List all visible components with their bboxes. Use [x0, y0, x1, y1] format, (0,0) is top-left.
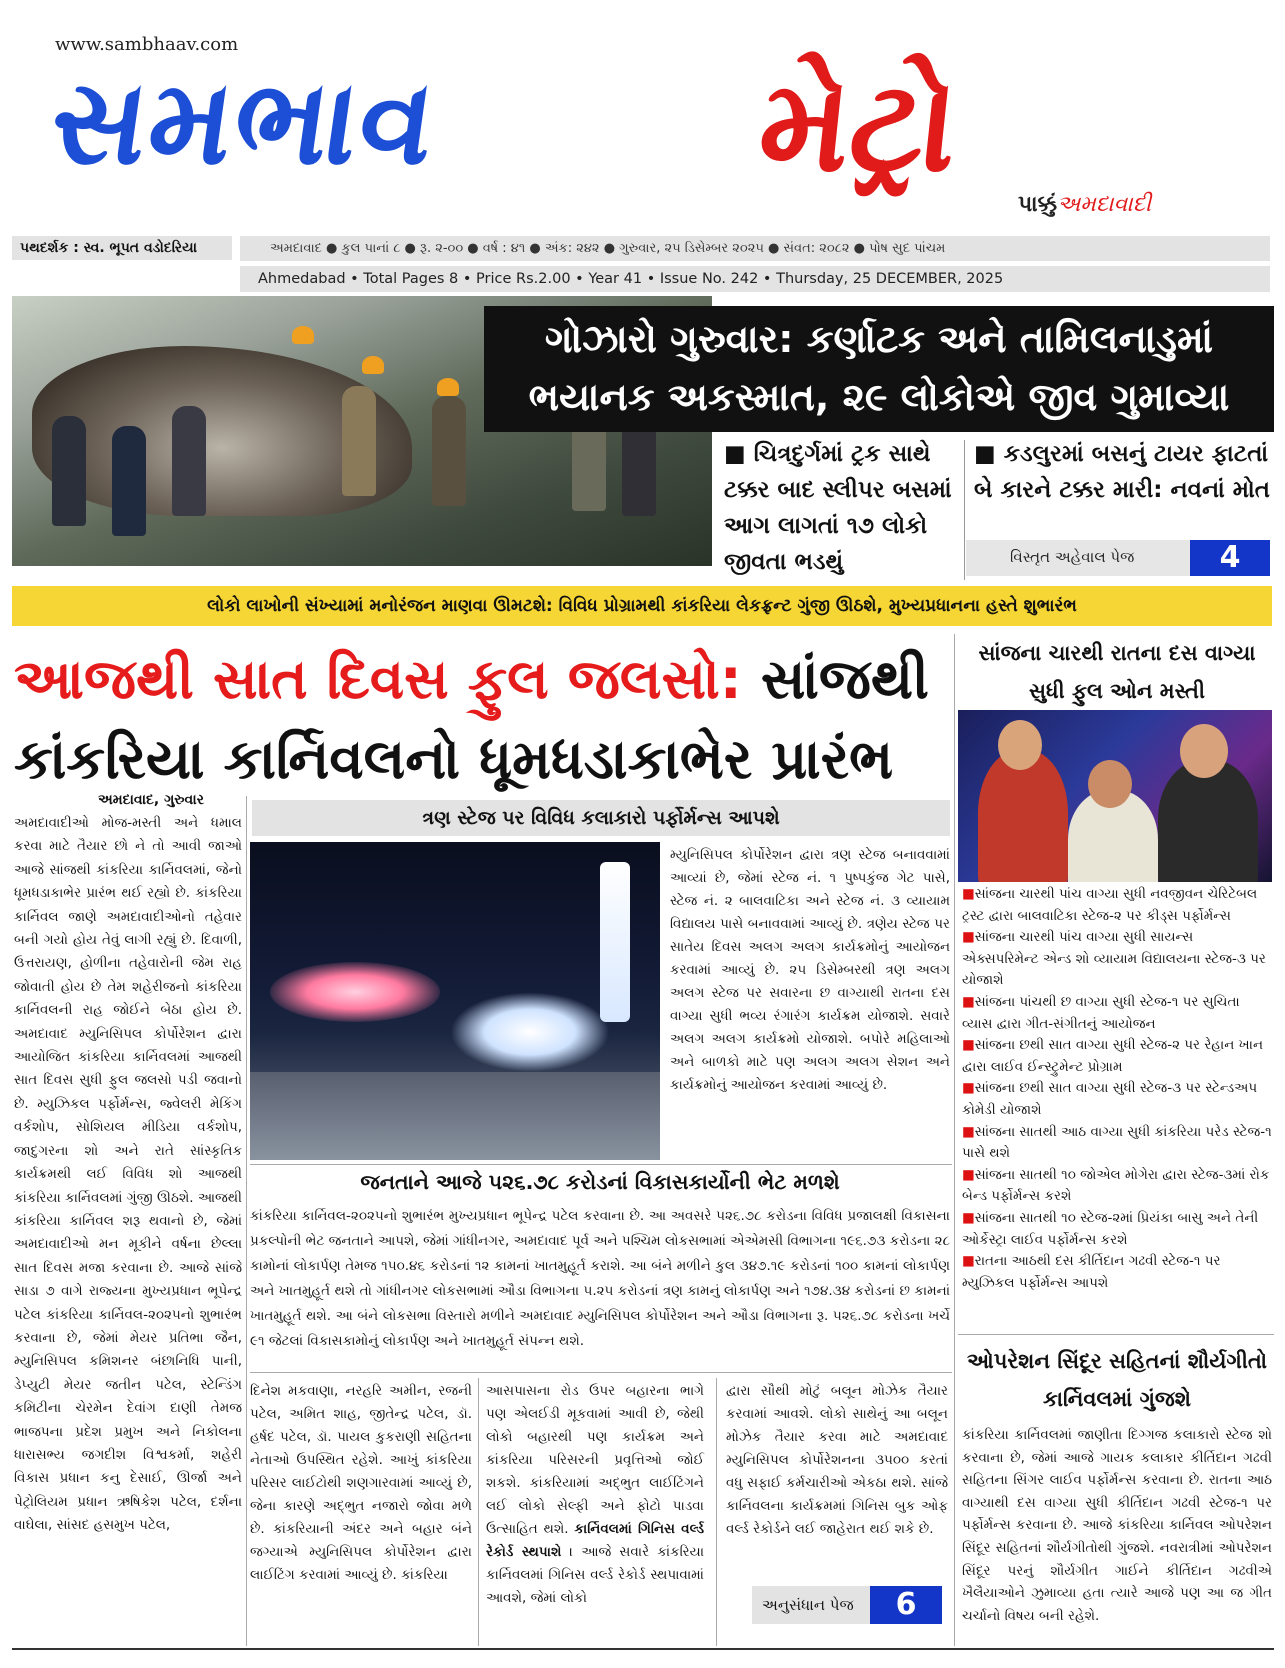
logo-title-left: સમભાવ — [42, 53, 446, 191]
continuation-page-number: 6 — [870, 1586, 942, 1624]
english-dateline: Ahmedabad • Total Pages 8 • Price Rs.2.00 • Year 41 • Issue No. 242 • Thursday, 25 DECEMBER, 2025 — [240, 266, 1270, 292]
tagline-prefix: પાક્કું — [1018, 192, 1058, 217]
schedule-item: ■ સાંજના ચારથી પાંચ વાગ્યા સુધી નવજીવન ચેરિટેબલ ટ્રસ્ટ દ્વારા બાલવાટિકા સ્ટેજ-૨ પર કીડ્સ પર્ફોર્મન્સ — [962, 884, 1274, 927]
lead-headline — [484, 306, 1274, 432]
lead-subhead-2: ■ કડલુરમાં બસનું ટાયર ફાટતાં બે કારને ટક્કર મારી: નવનાં મોત — [974, 441, 1270, 503]
story-dateline: અમદાવાદ, ગુરુવાર — [98, 792, 204, 808]
reference-text: વિસ્તૃત અહેવાલ પેજ — [1010, 548, 1135, 566]
schedule-item: ■ સાંજના ચારથી પાંચ વાગ્યા સુધી સાયન્સ એક્સપરિમેન્ટ એન્ડ શો વ્યાયામ વિદ્યાલયના સ્ટેજ-૩ પર યોજાશે — [962, 927, 1274, 992]
main-headline-line1 — [14, 640, 954, 718]
continuation-text: અનુસંધાન પેજ — [762, 1596, 854, 1614]
strap-line: લોકો લાખોની સંખ્યામાં મનોરંજન માણવા ઊમટશે: વિવિધ પ્રોગ્રામથી કાંકરિયા લેકફ્રન્ટ ગુંજી ઊઠશે, મુખ્યપ્રધાનના હસ્તે શુભારંભ — [12, 586, 1272, 626]
main-headline-line2: કાંકરિયા કાર્નિવલનો ધૂમધડાકાભેર પ્રારંભ — [14, 727, 894, 791]
schedule-headline: સાંજના ચારથી રાતના દસ વાગ્યા સુધી ફુલ ઓન મસ્તી — [978, 641, 1256, 703]
stage-section-headline: ત્રણ સ્ટેજ પર વિવિધ કલાકારો પર્ફોર્મન્સ આપશે — [252, 800, 950, 836]
carnival-night-photo — [250, 842, 660, 1160]
operation-sindoor-body: કાંકરિયા કાર્નિવલમાં જાણીતા દિગ્ગજ કલાકારો સ્ટેજ શો કરવાના છે, જેમાં આજે ગાયક કલાકાર કીર્તિદાન ગઢવી સહિતના સિંગર લાઈવ પર્ફોર્મન્સ કરવાના છે. રાતના આઠ વાગ્યાથી દસ વાગ્યા સુધી કીર્તિદાન ગઢવી સ્ટેજ-૧ પર પર્ફોર્મન્સ કરવાના છે. આજે કાંકરિયા કાર્નિવલ ઓપરેશન સિંદૂર સહિતનાં શૌર્યગીતોથી ગુંજશે. નવરાત્રીમાં ઓપરેશન સિંદૂર પરનું શૌર્યગીત ગાઈને કીર્તિદાન ગઢવીએ ખૈલૈયાઓને ઝુમાવ્યા હતા ત્યારે આજે પણ આ જ ગીત ચર્ચાનો વિષય બની રહેશે. — [962, 1427, 1272, 1624]
schedule-item: ■ સાંજના સાતથી આઠ વાગ્યા સુધી કાંકરિયા પરેડ સ્ટેજ-૧ પાસે થશે — [962, 1122, 1274, 1165]
operation-sindoor-headline: ઓપરેશન સિંદૂર સહિતનાં શૌર્યગીતો કાર્નિવલમાં ગુંજશે — [966, 1349, 1267, 1411]
story-column-2 — [486, 1380, 704, 1610]
story-column-2-tail: । આજે સવારે કાંકરિયા કાર્નિવલમાં ગિનિસ વર્લ્ડ રેકોર્ડ સ્થપાવામાં આવશે, જેમાં લોકો — [486, 1544, 704, 1606]
lead-headline-line1: ગોઝારો ગુરુવાર: કર્ણાટક અને તામિલનાડુમાં — [544, 317, 1214, 361]
singers-photo — [958, 710, 1272, 882]
stage-section-body: મ્યુનિસિપલ કોર્પોરેશન દ્વારા ત્રણ સ્ટેજ બનાવવામાં આવ્યાં છે, જેમાં સ્ટેજ નં. ૧ પુષ્પકુંજ ગેટ પાસે, સ્ટેજ નં. ૨ બાલવાટિકા અને સ્ટેજ નં. ૩ વ્યાયામ વિદ્યાલય પાસે બનાવવામાં આવ્યું છે. ત્રણેય સ્ટેજ પર સાતેય દિવસ અલગ અલગ કાર્યક્રમોનું આયોજન કરવામાં આવ્યું છે. ૨૫ ડિસેમ્બરથી ત્રણ અલગ અલગ સ્ટેજ પર સવારના છ વાગ્યાથી રાતના દસ વાગ્યા સુધી ભવ્ય રંગારંગ કાર્યક્રમ યોજાશે. સવારે અલગ અલગ કાર્યક્રમો યોજાશે. બપોરે મહિલાઓ અને બાળકો માટે પણ અલગ અલગ સેશન અને કાર્યક્રમોનું આયોજન કરવામાં આવ્યું છે. — [670, 847, 950, 1093]
lead-headline-line2: ભયાનક અકસ્માત, ૨૯ લોકોએ જીવ ગુમાવ્યા — [528, 375, 1230, 419]
development-body: કાંકરિયા કાર્નિવલ-૨૦૨૫નો શુભારંભ મુખ્યપ્રધાન ભૂપેન્દ્ર પટેલ કરવાના છે. આ અવસરે ૫૨૬.૭૮ કરોડના વિવિધ પ્રજાલક્ષી વિકાસના પ્રકલ્પોની ભેટ જનતાને આપશે, જેમાં ગાંધીનગર, અમદાવાદ પૂર્વ અને પશ્ચિમ લોકસભામાં એએમસી વિભાગના ૧૯૬.૭૩ કરોડના ૨૮ કામોનાં લોકાર્પણ તેમજ ૧૫૦.૪૬ કરોડનાં ૧૨ કામનાં ખાતમુહૂર્ત કરાશે. આ બંને મળીને કુલ ૩૪૭.૧૯ કરોડનાં ૧૦૦ કામનાં લોકાર્પણ અને ખાતમુહૂર્ત થશે તો ગાંધીનગર લોકસભામાં ઔડા વિભાગના ૫.૨૫ કરોડનાં ત્રણ કામનું લોકાર્પણ અને ૧૭૪.૩૪ કરોડનાં છ કામનાં ખાતમુહૂર્ત થશે. આ બંને લોકસભા વિસ્તારો મળીને અમદાવાદ મ્યુનિસિપલ કોર્પોરેશન અને ઔડા વિભાગના રૂ. ૫૨૬.૭૮ કરોડના ખર્ચે ૯૧ જેટલાં વિકાસકામોનું લોકાર્પણ અને ખાતમુહૂર્ત સંપન્ન થશે. — [250, 1208, 950, 1349]
tagline-suffix: અમદાવાદી — [1057, 192, 1152, 217]
logo-tagline — [1018, 192, 1151, 217]
main-headline-red: આજથી સાત દિવસ ફુલ જલસો: — [14, 647, 742, 711]
logo-title-right: મેટ્રો — [752, 52, 965, 201]
schedule-item: ■ સાંજના પાંચથી છ વાગ્યા સુધી સ્ટેજ-૧ પર સુચિતા વ્યાસ દ્વારા ગીત-સંગીતનું આયોજન — [962, 992, 1274, 1035]
development-headline: જનતાને આજે ૫૨૬.૭૮ કરોડનાં વિકાસકાર્યોની ભેટ મળશે — [360, 1170, 840, 1194]
main-headline-black: સાંજથી — [741, 647, 929, 711]
schedule-item: ■ સાંજના સાતથી ૧૦ જોએલ મોગેરા દ્વારા સ્ટેજ-૩માં રોક બેન્ડ પર્ફોર્મન્સ કરશે — [962, 1165, 1274, 1208]
story-column-1: દિનેશ મકવાણા, નરહરિ અમીન, રજની પટેલ, અમિત શાહ, જીતેન્દ્ર પટેલ, ડૉ. હર્ષદ પટેલ, ડૉ. પાયલ કુકરાણી સહિતના નેતાઓ ઉપસ્થિત રહેશે. આખું કાંકરિયા પરિસર લાઈટોથી શણગારવામાં આવ્યું છે, જેના કારણે અદ્ભુત નજારો જોવા મળે છે. કાંકરિયાની અંદર અને બહાર બંને જગ્યાએ મ્યુનિસિપલ કોર્પોરેશન દ્વારા લાઈટિંગ કરવામાં આવ્યું છે. કાંકરિયા — [250, 1383, 472, 1583]
lead-subhead-1: ■ ચિત્રદુર્ગમાં ટ્રક સાથે ટક્કર બાદ સ્લીપર બસમાં આગ લાગતાં ૧૭ લોકો જીવતા ભડથું — [724, 441, 952, 575]
founder-line: પથદર્શક : સ્વ. ભૂપત વડોદરિયા — [12, 236, 232, 260]
website-url: www.sambhaav.com — [55, 34, 239, 55]
story-column-3: દ્વારા સૌથી મોટું બલૂન મોઝેક તૈયાર કરવામાં આવશે. લોકો સાથેનું આ બલૂન મોઝેક તૈયાર કરવા માટે અમદાવાદ મ્યુનિસિપલ કોર્પોરેશનના ૩૫૦૦ કરતાં વધુ સફાઈ કર્મચારીઓ એકઠા થશે. સાંજે કાર્નિવલના કાર્યક્રમમાં ગિનિસ બુક ઓફ વર્લ્ડ રેકોર્ડને લઈ જાહેરાત થઈ શકે છે. — [726, 1383, 948, 1537]
main-story-body: અમદાવાદીઓ મોજ-મસ્તી અને ધમાલ કરવા માટે તૈયાર છો ને તો આવી જાઓ આજે સાંજથી કાંકરિયા કાર્નિવલમાં, જેનો ધૂમધડાકાભેર પ્રારંભ થઈ રહ્યો છે. કાંકરિયા કાર્નિવલ જાણે અમદાવાદીઓનો તહેવાર બની ગયો હોય તેવું લાગી રહ્યું છે. દિવાળી, ઉત્તરાયણ, હોળીના તહેવારોની જેમ રાહ જોવાતી હોય છે તેમ શહેરીજનો કાંકરિયા કાર્નિવલની રાહ જોઈને બેઠા હોય છે. અમદાવાદ મ્યુનિસિપલ કોર્પોરેશન દ્વારા આયોજિત કાંકરિયા કાર્નિવલમાં આજથી સાત દિવસ સુધી ફુલ જલસો પડી જવાનો છે. મ્યુઝિકલ પર્ફોર્મન્સ, જ્વેલરી મેકિંગ વર્કશોપ, સોશિયલ મીડિયા વર્કશોપ, જાદુગરના શો અને રાતે સાંસ્કૃતિક કાર્યક્રમથી લઈ વિવિધ શો આજથી કાંકરિયા કાર્નિવલમાં ગુંજી ઊઠશે. આજથી કાંકરિયા કાર્નિવલ શરૂ થવાનો છે, જેમાં અમદાવાદીઓ મન મૂકીને વર્ષના છેલ્લા સાત દિવસ મજા કરવાના છે. આજે સાંજે સાડા ૭ વાગે રાજ્યના મુખ્યપ્રધાન ભૂપેન્દ્ર પટેલ કાંકરિયા કાર્નિવલ-૨૦૨૫નો શુભારંભ કરવાના છે, જેમાં મેયર પ્રતિભા જૈન, મ્યુનિસિપલ કમિશનર બંછાનિધિ પાની, ડેપ્યુટી મેયર જતીન પટેલ, સ્ટેન્ડિંગ કમિટીના ચેરમેન દેવાંગ દાણી તેમજ ભાજપના પ્રદેશ પ્રમુખ અને નિકોલના ધારાસભ્ય જગદીશ વિશ્વકર્મા, શહેરી વિકાસ પ્રધાન કનુ દેસાઈ, ઊર્જા અને પેટ્રોલિયમ પ્રધાન ઋષિકેશ પટેલ, દર્શના વાઘેલા, સાંસદ હસમુખ પટેલ, — [14, 815, 242, 1534]
story-column-2-text: આસપાસના રોડ ઉપર બહારના ભાગે પણ એલઈડી મૂકવામાં આવી છે, જેથી લોકો બહારથી પણ કાર્યક્રમ અને કાંકરિયા પરિસરની પ્રવૃત્તિઓ જોઈ શકશે. કાંકરિયામાં અદ્ભુત લાઈટિંગને લઈ લોકો સેલ્ફી અને ફોટો પાડવા ઉત્સાહિત થશે. — [486, 1383, 704, 1537]
schedule-item: ■ રાતના આઠથી દસ કીર્તિદાન ગઢવી સ્ટેજ-૧ પર મ્યુઝિકલ પર્ફોર્મન્સ આપશે — [962, 1251, 1274, 1294]
schedule-item: ■ સાંજના છથી સાત વાગ્યા સુધી સ્ટેજ-૨ પર રેહાન ખાન દ્વારા લાઈવ ઈન્સ્ટ્રુમેન્ટ પ્રોગ્રામ — [962, 1035, 1274, 1078]
schedule-item: ■ સાંજના છથી સાત વાગ્યા સુધી સ્ટેજ-૩ પર સ્ટેન્ડઅપ કોમેડી યોજાશે — [962, 1078, 1274, 1121]
guinness-subhead: કાર્નિવલમાં ગિનિસ વર્લ્ડ રેકોર્ડ સ્થપાશે — [486, 1521, 704, 1560]
reference-page-number: 4 — [1190, 540, 1270, 576]
bottom-rule — [12, 1648, 1274, 1650]
schedule-item: ■ સાંજના સાતથી ૧૦ સ્ટેજ-૨માં પ્રિયંકા બાસુ અને તેની ઓર્કેસ્ટ્રા લાઈવ પર્ફોર્મન્સ કરશે — [962, 1208, 1274, 1251]
gujarati-dateline: અમદાવાદ ● કુલ પાનાં ૮ ● રૂ. ૨-૦૦ ● વર્ષ : ૪૧ ● અંક: ૨૪૨ ● ગુરુવાર, ૨૫ ડિસેમ્બર ૨૦૨૫ ● સંવત: ૨૦૮૨ ● પોષ સુદ પાંચમ — [240, 236, 1270, 261]
schedule-list — [962, 884, 1274, 1294]
